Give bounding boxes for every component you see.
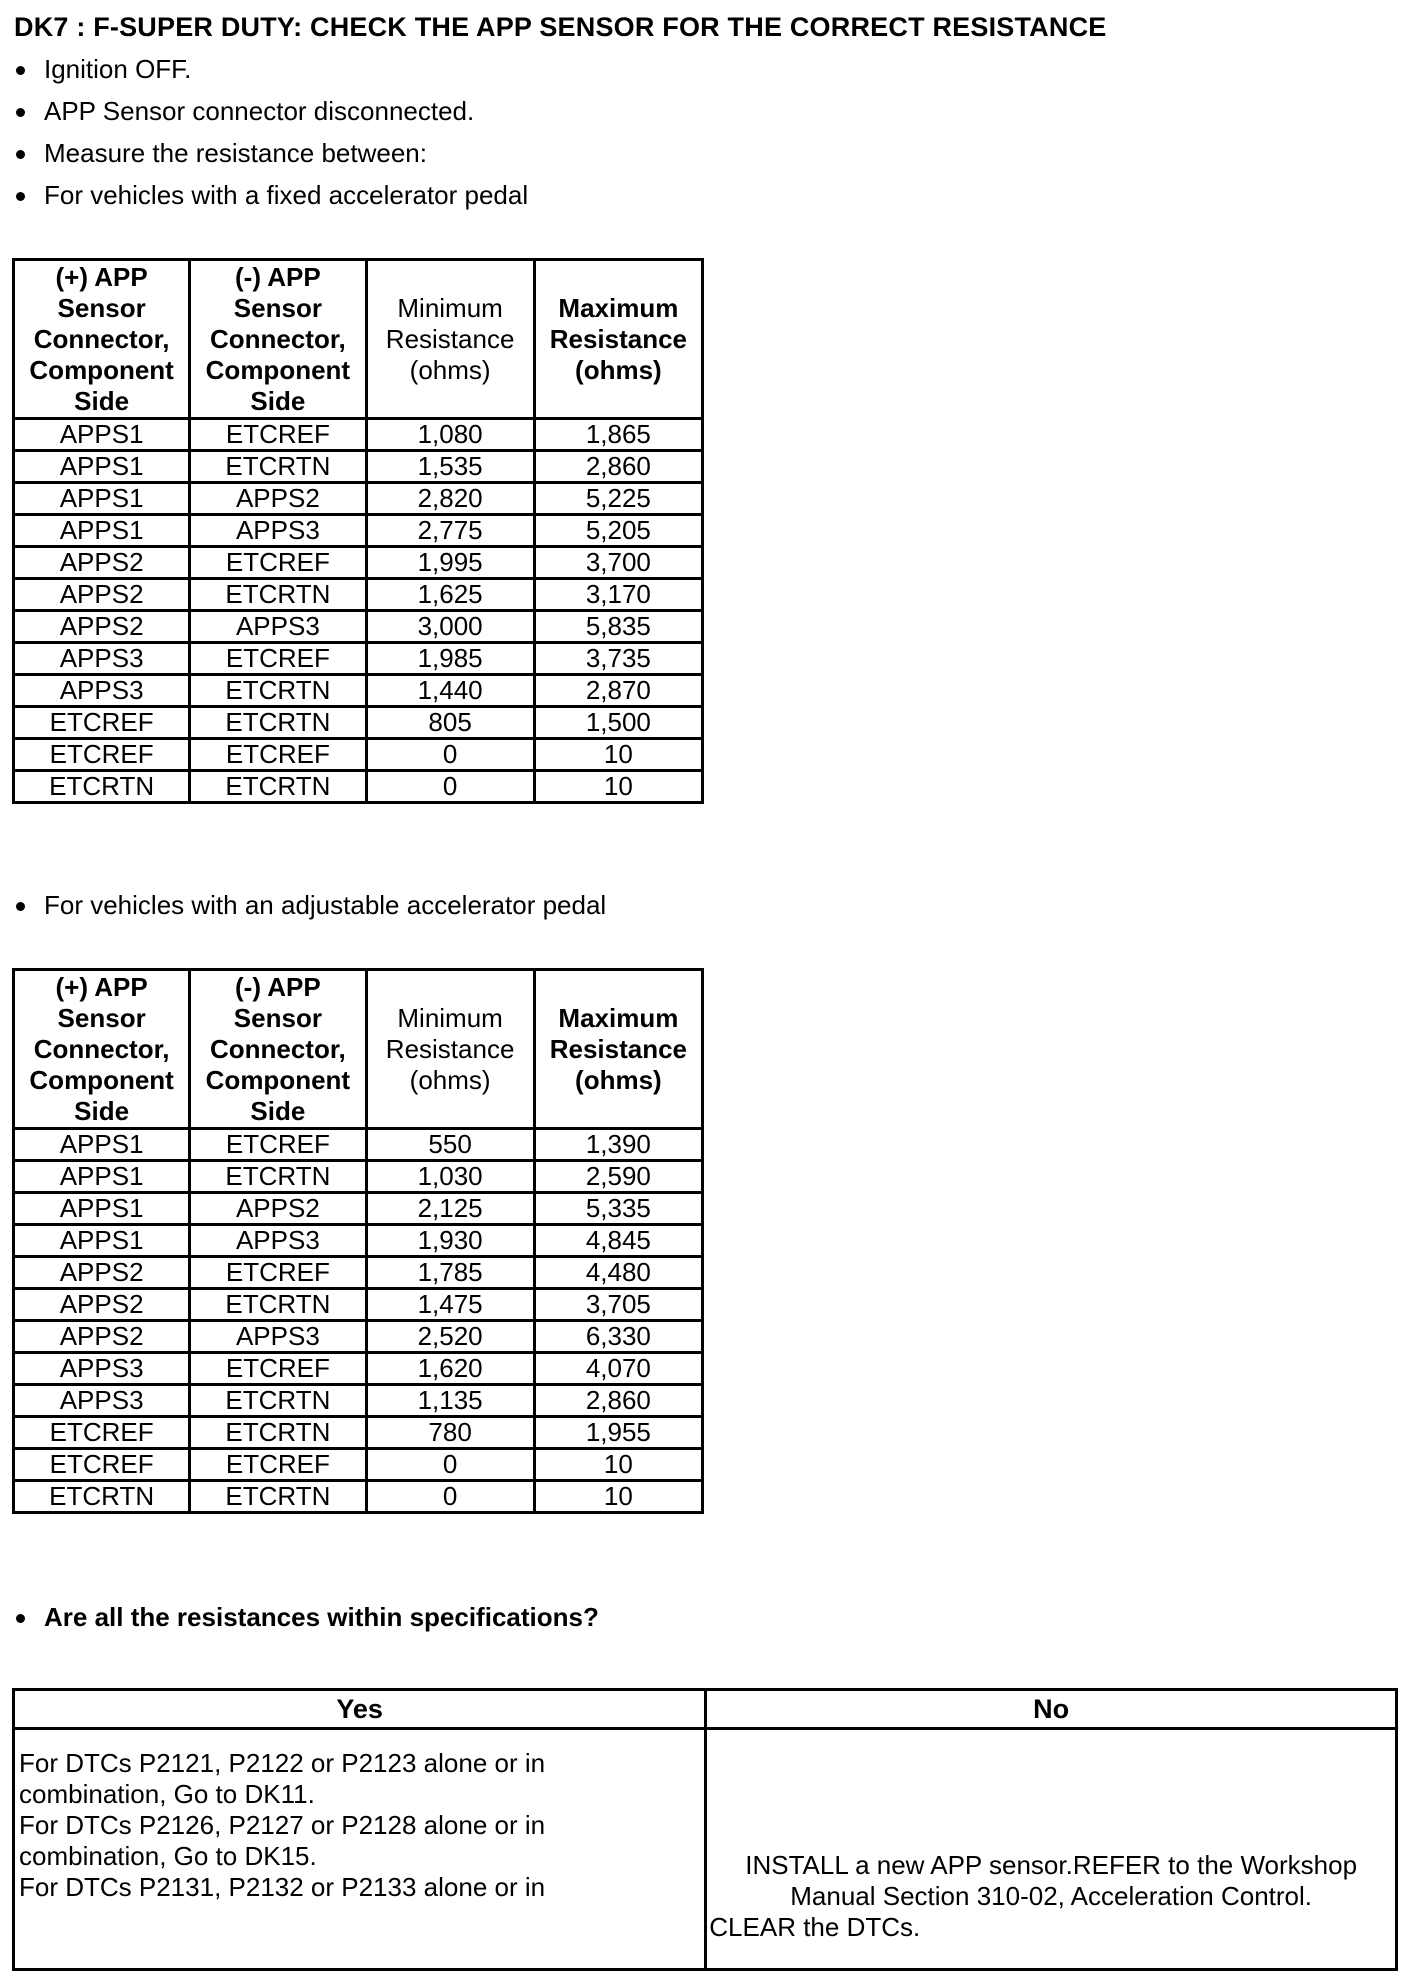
header-minimum-resistance: Minimum Resistance (ohms) [366, 260, 534, 419]
table-header-row [14, 260, 703, 419]
header-maximum-resistance: Maximum Resistance (ohms) [534, 260, 702, 419]
instruction-list [10, 48, 528, 216]
header-minimum-resistance: Minimum Resistance (ohms) [366, 970, 534, 1129]
header-negative-connector: (-) APP Sensor Connector, Component Side [190, 260, 366, 419]
instruction-item: APP Sensor connector disconnected. [10, 90, 528, 132]
header-positive-connector: (+) APP Sensor Connector, Component Side [14, 260, 190, 419]
table-row: ETCREF ETCREF 0 10 [14, 739, 703, 771]
table-row: APPS1 ETCREF 550 1,390 [14, 1129, 703, 1161]
table-row: APPS1 APPS3 1,930 4,845 [14, 1225, 703, 1257]
result-header-row [14, 1690, 1397, 1729]
question-list [10, 1596, 599, 1638]
table-row: APPS3 ETCRTN 1,440 2,870 [14, 675, 703, 707]
table-row: APPS3 ETCREF 1,620 4,070 [14, 1353, 703, 1385]
table-row: ETCRTN ETCRTN 0 10 [14, 1481, 703, 1513]
adjustable-pedal-note [10, 884, 606, 926]
result-body-row [14, 1729, 1397, 1970]
table-row: APPS2 ETCREF 1,785 4,480 [14, 1257, 703, 1289]
table-row: APPS2 APPS3 2,520 6,330 [14, 1321, 703, 1353]
yes-action-cell: For DTCs P2121, P2122 or P2123 alone or in combination, Go to DK11. For DTCs P2126, P2127 or P2128 alone or in combination, Go to DK15. For DTCs P2131, P2132 or P2133 alone or in [14, 1729, 706, 1970]
adjustable-pedal-resistance-table [12, 968, 704, 1514]
instruction-item: For vehicles with a fixed accelerator pedal [10, 174, 528, 216]
yes-header: Yes [14, 1690, 706, 1729]
table-row: APPS3 ETCRTN 1,135 2,860 [14, 1385, 703, 1417]
table-row: APPS1 ETCRTN 1,030 2,590 [14, 1161, 703, 1193]
instruction-item: For vehicles with an adjustable accelerator pedal [10, 884, 606, 926]
table-row: APPS1 ETCRTN 1,535 2,860 [14, 451, 703, 483]
table-row: APPS1 APPS3 2,775 5,205 [14, 515, 703, 547]
table-row: ETCREF ETCRTN 780 1,955 [14, 1417, 703, 1449]
header-positive-connector: (+) APP Sensor Connector, Component Side [14, 970, 190, 1129]
header-maximum-resistance: Maximum Resistance (ohms) [534, 970, 702, 1129]
table-header-row [14, 970, 703, 1129]
question-text: Are all the resistances within specifications? [10, 1596, 599, 1638]
no-header: No [706, 1690, 1397, 1729]
result-table [12, 1688, 1398, 1971]
page-title: DK7 : F-SUPER DUTY: CHECK THE APP SENSOR FOR THE CORRECT RESISTANCE [14, 12, 1107, 42]
table-row: APPS2 ETCRTN 1,475 3,705 [14, 1289, 703, 1321]
table-row: APPS1 APPS2 2,820 5,225 [14, 483, 703, 515]
table-row: APPS1 ETCREF 1,080 1,865 [14, 419, 703, 451]
table-row: ETCREF ETCREF 0 10 [14, 1449, 703, 1481]
table-row: APPS3 ETCREF 1,985 3,735 [14, 643, 703, 675]
no-action-cell: INSTALL a new APP sensor.REFER to the Workshop Manual Section 310-02, Acceleration Control. CLEAR the DTCs. [706, 1729, 1397, 1970]
fixed-pedal-resistance-table [12, 258, 704, 804]
instruction-item: Ignition OFF. [10, 48, 528, 90]
instruction-item: Measure the resistance between: [10, 132, 528, 174]
table-row: APPS2 APPS3 3,000 5,835 [14, 611, 703, 643]
table-row: APPS1 APPS2 2,125 5,335 [14, 1193, 703, 1225]
table-row: ETCRTN ETCRTN 0 10 [14, 771, 703, 803]
table-row: APPS2 ETCRTN 1,625 3,170 [14, 579, 703, 611]
table-row: ETCREF ETCRTN 805 1,500 [14, 707, 703, 739]
table-row: APPS2 ETCREF 1,995 3,700 [14, 547, 703, 579]
header-negative-connector: (-) APP Sensor Connector, Component Side [190, 970, 366, 1129]
